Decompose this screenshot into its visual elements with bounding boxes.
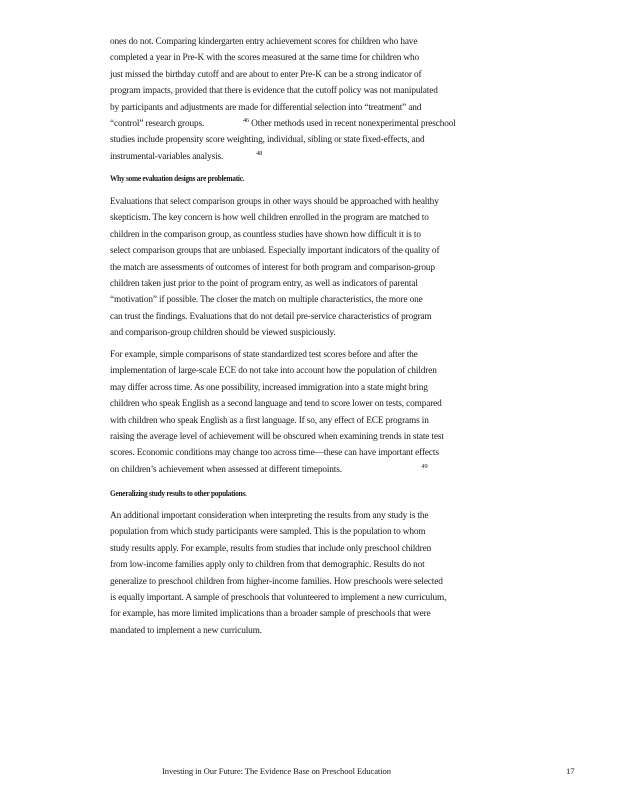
text-line: study results apply. For example, results from studies that include only preschool children [110,542,432,554]
text-line: scores. Economic conditions may change too across time—these can have important effects [110,447,439,459]
footnote-ref: 48 [256,149,263,157]
text-line: may differ across time. As one possibility, increased immigration into a state might bring [110,381,428,393]
text-segment: Other methods used in recent nonexperimental preschool [251,118,456,130]
text-line: for example, has more limited implications than a broader sample of preschools that were [110,608,431,620]
paragraph-4 [110,508,482,639]
section-heading-2-wrap [110,488,482,500]
text-line: generalize to preschool children from higher-income families. How preschools were selected [110,575,443,587]
text-line: from low-income families apply only to children from that demographic. Results do not [110,559,425,571]
section-heading-1-wrap [110,173,482,185]
text-line: studies include propensity score weighting, individual, sibling or state fixed-effects, and [110,134,425,146]
text-line: by participants and adjustments are made for differential selection into “treatment” and [110,101,422,113]
paragraph-1 [110,34,482,165]
text-line: skepticism. The key concern is how well children enrolled in the program are matched to [110,212,429,224]
text-line [110,149,471,165]
text-line: For example, simple comparisons of state standardized test scores before and after the [110,349,418,360]
text-line: and comparison-group children should be viewed suspiciously. [110,327,336,339]
paragraph-2 [110,194,482,342]
text-line: children who speak English as a second language and tend to score lower on tests, compared [110,398,442,410]
text-line: the match are assessments of outcomes of interest for both program and comparison-group [110,261,435,273]
text-line: can trust the findings. Evaluations that do not detail pre-service characteristics of program [110,310,432,322]
section-heading: Why some evaluation designs are problematic. [110,174,245,183]
text-line: program impacts, provided that there is evidence that the cutoff policy was not manipulated [110,85,438,97]
text-line: children taken just prior to the point of program entry, as well as indicators of parental [110,278,418,290]
footnote-ref: 49 [421,462,428,470]
text-line: “motivation” if possible. The closer the match on multiple characteristics, the more one [110,294,423,306]
text-line: implementation of large-scale ECE do not take into account how the population of children [110,365,437,377]
text-line: completed a year in Pre-K with the scores measured at the same time for children who [110,52,419,64]
text-line: mandated to implement a new curriculum. [110,624,262,636]
text-line: raising the average level of achievement will be obscured when examining trends in state test [110,431,444,443]
text-segment: “control” research groups. [110,118,205,130]
footer-title: Investing in Our Future: The Evidence Base on Preschool Education [162,766,391,776]
text-line: ones do not. Comparing kindergarten entry achievement scores for children who have [110,36,418,47]
text-line [110,462,471,478]
text-line: select comparison groups that are unbiased. Especially important indicators of the quality of [110,245,440,257]
section-heading: Generalizing study results to other populations. [110,489,247,498]
text-segment: instrumental-variables analysis. [110,150,224,162]
text-line: is equally important. A sample of preschools that volunteered to implement a new curriculum, [110,592,447,604]
text-line: Evaluations that select comparison groups in other ways should be approached with healthy [110,196,439,207]
text-line: just missed the birthday cutoff and are about to enter Pre-K can be a strong indicator of [110,68,422,80]
footnote-ref: 46 [242,116,249,124]
text-line: with children who speak English as a first language. If so, any effect of ECE programs in [110,414,429,426]
text-line: An additional important consideration when interpreting the results from any study is the [110,510,429,521]
page-number: 17 [566,766,575,776]
text-segment: on children’s achievement when assessed at different timepoints. [110,463,342,475]
text-line: population from which study participants were sampled. This is the population to whom [110,526,426,538]
paragraph-3 [110,347,482,478]
text-line: children in the comparison group, as countless studies have shown how difficult it is to [110,228,421,240]
text-line [110,116,471,132]
